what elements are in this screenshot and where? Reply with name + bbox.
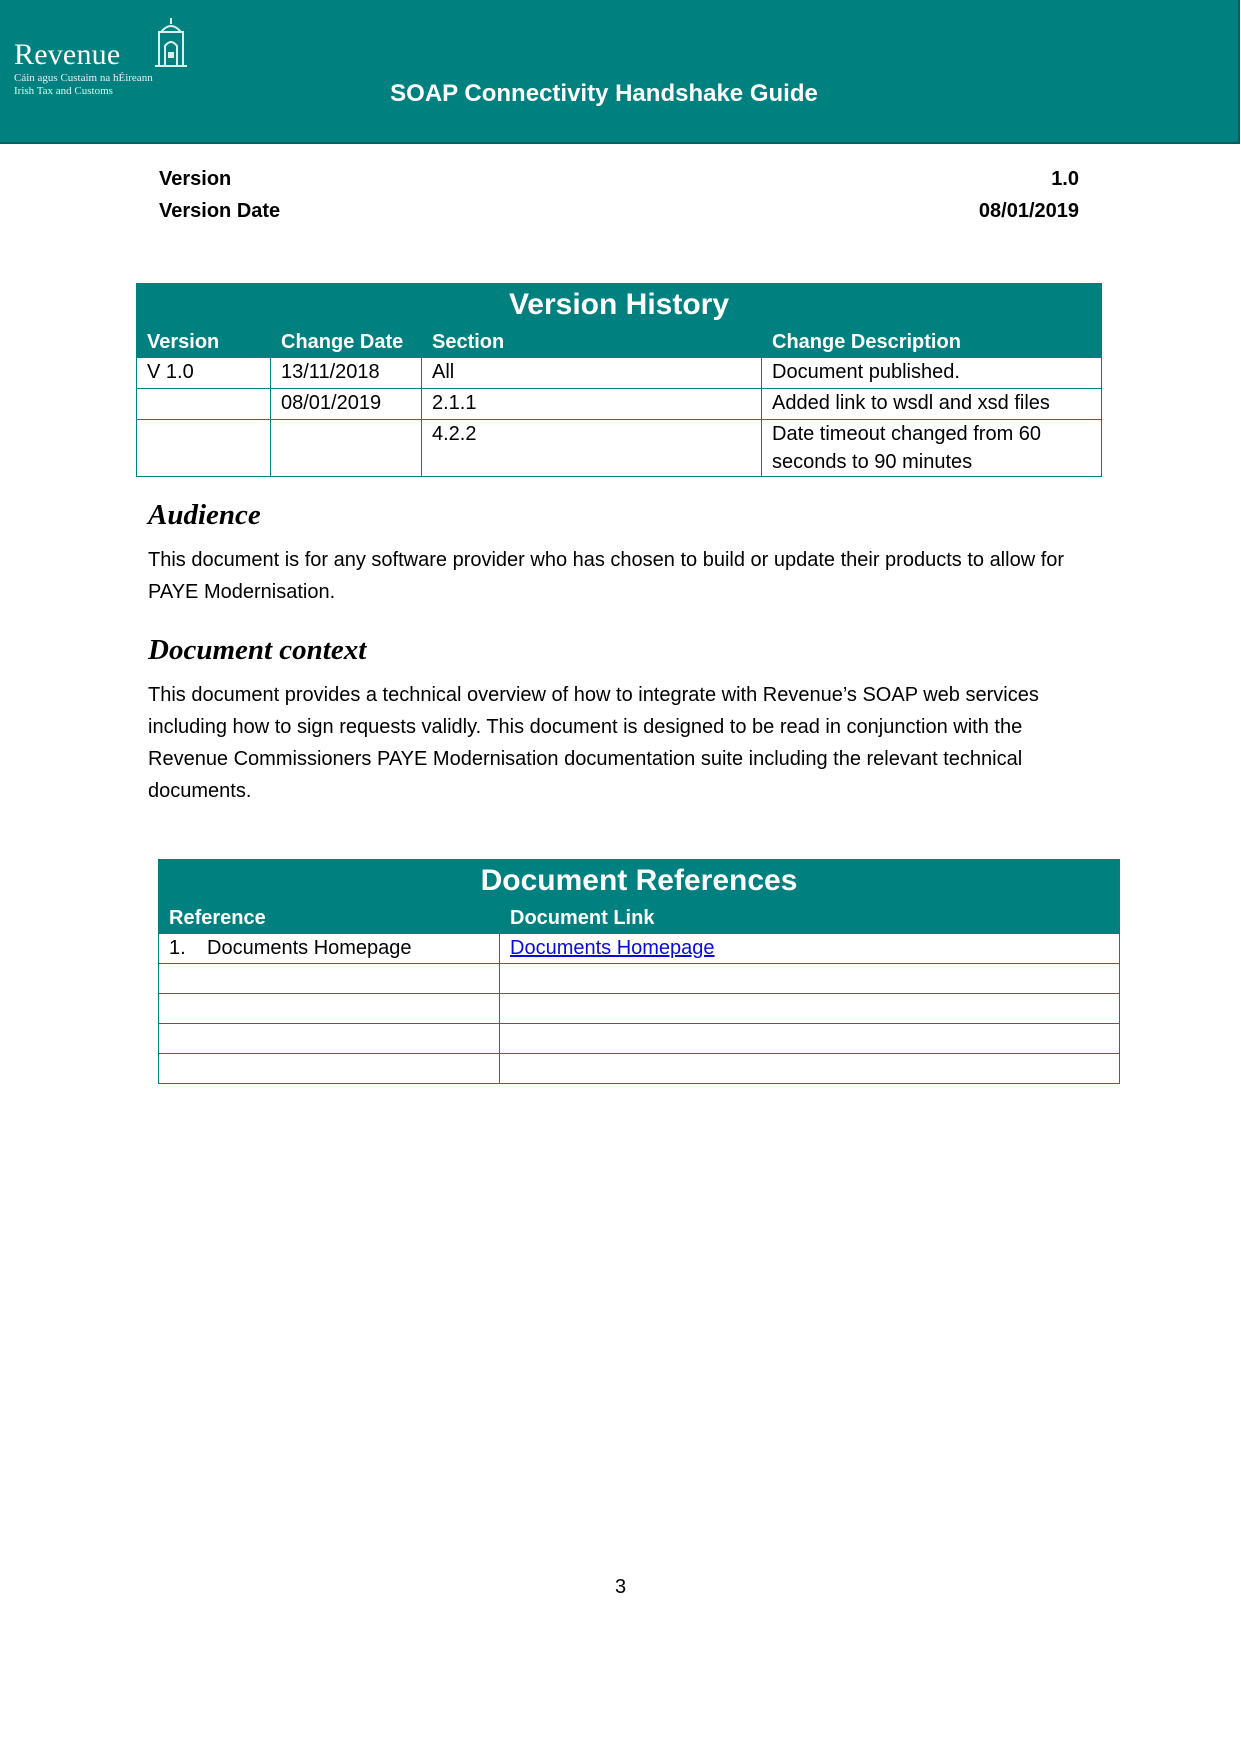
table-cell: 4.2.2 bbox=[422, 420, 762, 477]
version-meta bbox=[159, 163, 1079, 227]
table-cell: Document published. bbox=[762, 358, 1102, 389]
logo-wordmark: Revenue bbox=[14, 38, 121, 71]
table-cell bbox=[271, 420, 422, 477]
documents-homepage-link[interactable]: Documents Homepage bbox=[510, 937, 715, 959]
reference-number: 1. bbox=[169, 937, 186, 959]
version-label: Version bbox=[159, 168, 232, 190]
table-cell: Added link to wsdl and xsd files bbox=[762, 389, 1102, 420]
column-header: Change Date bbox=[271, 327, 422, 358]
table-cell bbox=[159, 994, 500, 1024]
version-date-value: 08/01/2019 bbox=[978, 200, 1079, 222]
table-row bbox=[137, 358, 1102, 389]
table-cell: 13/11/2018 bbox=[271, 358, 422, 389]
logo-irish-text: Cáin agus Custaim na hÉireann bbox=[14, 72, 153, 84]
version-date-label: Version Date bbox=[159, 200, 281, 222]
table-cell: All bbox=[422, 358, 762, 389]
table-cell bbox=[159, 934, 500, 964]
column-header: Change Description bbox=[762, 327, 1102, 358]
table-cell: 2.1.1 bbox=[422, 389, 762, 420]
table-cell bbox=[137, 420, 271, 477]
table-cell bbox=[500, 994, 1120, 1024]
column-header: Document Link bbox=[500, 903, 1120, 934]
table-row bbox=[159, 1024, 1120, 1054]
table-cell bbox=[500, 1054, 1120, 1084]
table-cell: 08/01/2019 bbox=[271, 389, 422, 420]
column-header: Section bbox=[422, 327, 762, 358]
table-row bbox=[137, 389, 1102, 420]
custom-house-icon bbox=[147, 16, 195, 70]
table-row bbox=[159, 994, 1120, 1024]
page-header bbox=[0, 0, 1240, 144]
version-history-title: Version History bbox=[137, 284, 1102, 327]
table-cell: V 1.0 bbox=[137, 358, 271, 389]
table-row bbox=[159, 964, 1120, 994]
table-row bbox=[159, 934, 1120, 964]
version-history-table bbox=[136, 283, 1102, 477]
page-number: 3 bbox=[614, 1576, 627, 1598]
audience-heading: Audience bbox=[148, 499, 261, 531]
table-cell bbox=[159, 1024, 500, 1054]
table-cell bbox=[137, 389, 271, 420]
table-row bbox=[159, 1054, 1120, 1084]
table-cell bbox=[159, 964, 500, 994]
table-row bbox=[137, 420, 1102, 477]
column-header: Version bbox=[137, 327, 271, 358]
version-value: 1.0 bbox=[1051, 168, 1079, 190]
table-cell bbox=[500, 1024, 1120, 1054]
table-cell bbox=[500, 964, 1120, 994]
table-cell: Date timeout changed from 60 seconds to 90 minutes bbox=[762, 420, 1102, 477]
table-cell bbox=[159, 1054, 500, 1084]
audience-paragraph: This document is for any software provider who has chosen to build or update their products to allow for PAYE Modernisation. bbox=[148, 549, 1065, 603]
document-context-paragraph: This document provides a technical overview of how to integrate with Revenue’s SOAP web services including how to sign requests validly. This document is designed to be read in conjunction with the Revenue Commissioners PAYE Modernisation documentation suite including the relevant technical documents. bbox=[148, 684, 1039, 802]
document-references-title: Document References bbox=[159, 860, 1120, 903]
document-references-table bbox=[158, 859, 1120, 1084]
document-title: SOAP Connectivity Handshake Guide bbox=[390, 80, 818, 107]
table-cell bbox=[500, 934, 1120, 964]
reference-name: Documents Homepage bbox=[207, 937, 412, 959]
column-header: Reference bbox=[159, 903, 500, 934]
logo-english-text: Irish Tax and Customs bbox=[14, 85, 113, 97]
document-context-heading: Document context bbox=[148, 634, 367, 666]
